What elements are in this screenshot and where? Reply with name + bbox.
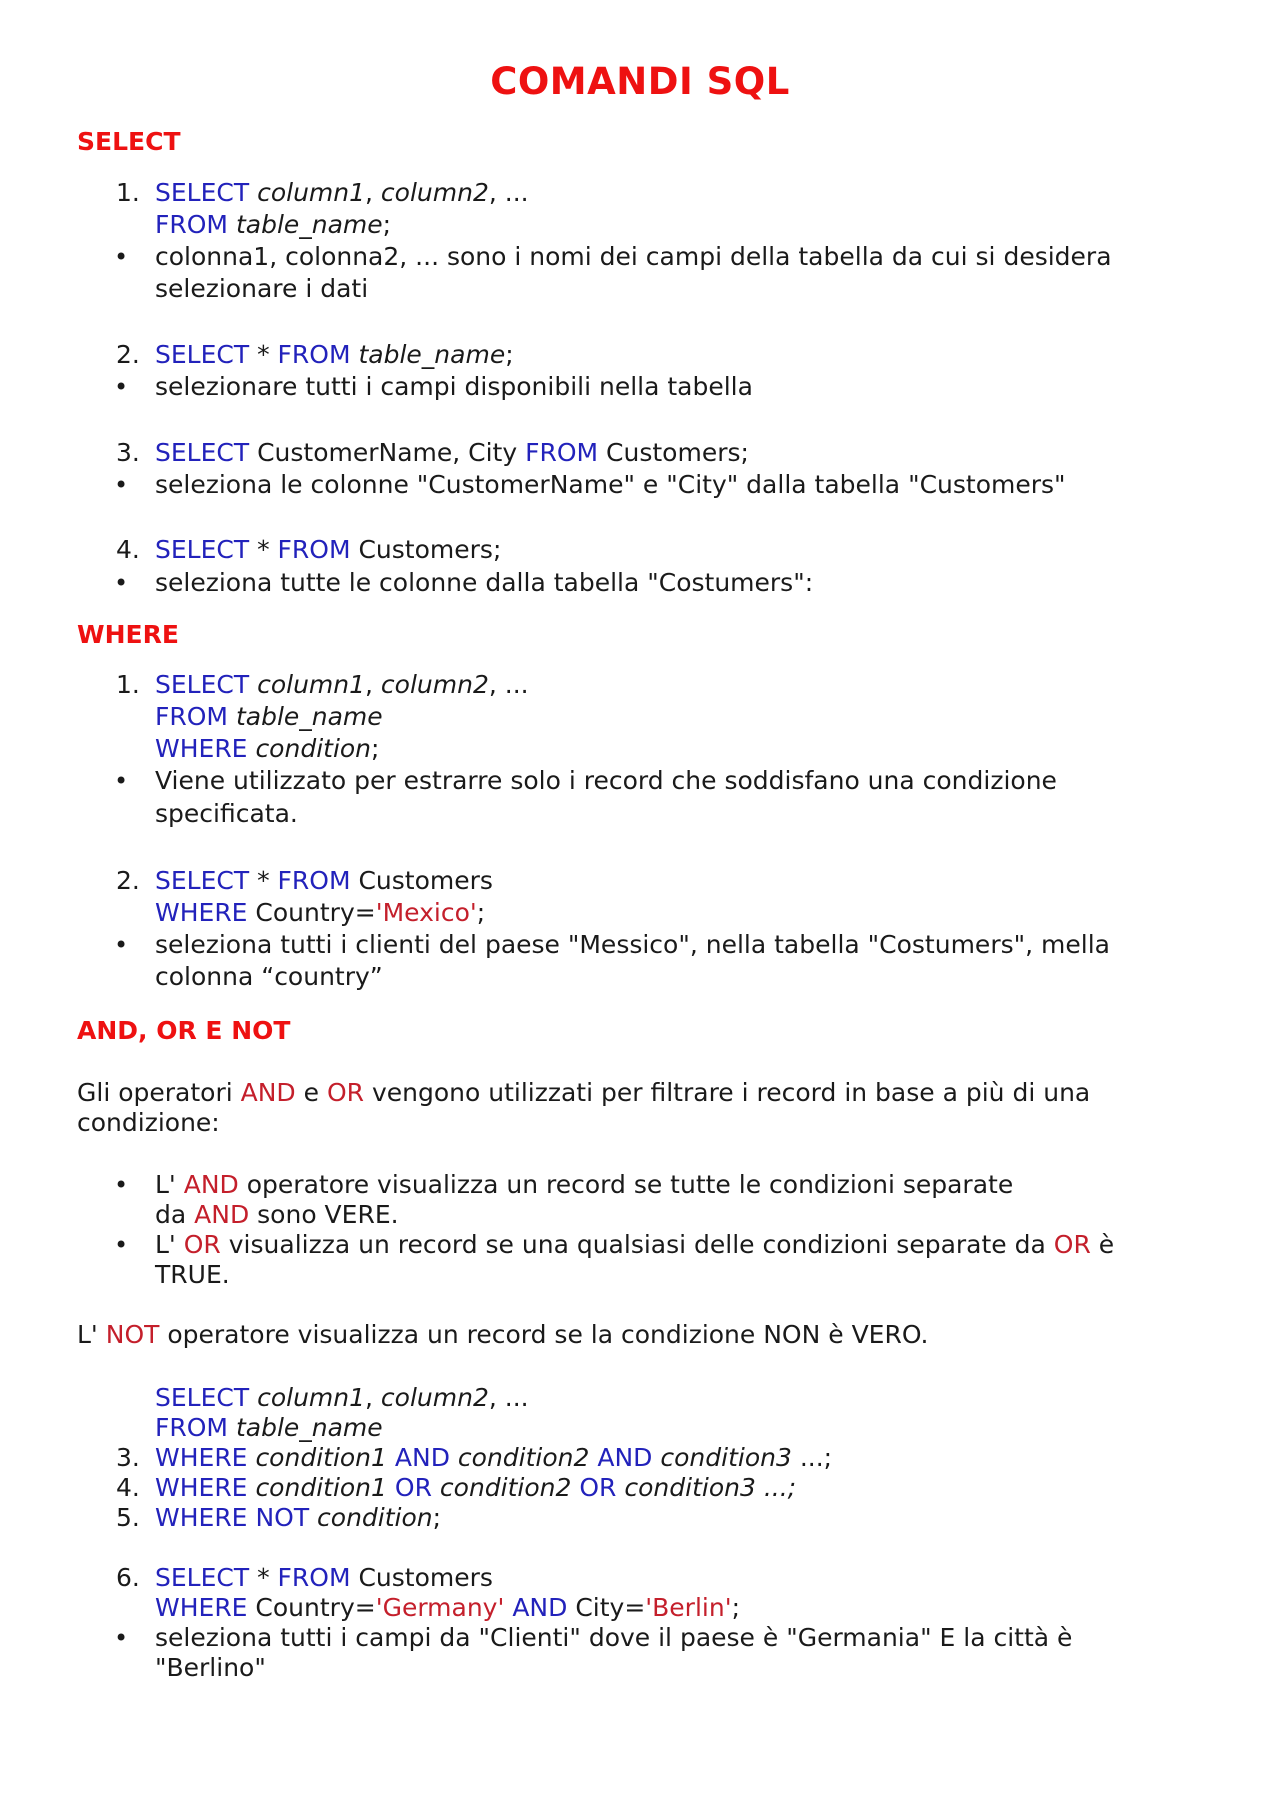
bullet-text: colonna “country”	[155, 962, 383, 991]
bullet-icon: •	[114, 243, 129, 271]
code-line: WHERE Country='Mexico';	[155, 898, 486, 927]
bullet-text: "Berlino"	[155, 1653, 266, 1682]
code-line: SELECT column1, column2, ...	[155, 178, 529, 207]
bullet-icon: •	[114, 767, 129, 795]
list-number: 1.	[116, 670, 140, 699]
section-heading-andornot: AND, OR E NOT	[77, 1016, 291, 1045]
list-number: 2.	[116, 340, 140, 369]
code-line: WHERE condition;	[155, 734, 380, 763]
code-line: FROM table_name;	[155, 210, 392, 239]
list-number: 1.	[116, 178, 140, 207]
code-line: FROM table_name	[155, 1413, 383, 1442]
bullet-icon: •	[114, 1171, 129, 1199]
bullet-text: L' OR visualizza un record se una qualsiasi delle condizioni separate da OR è	[155, 1230, 1115, 1259]
list-number: 6.	[116, 1563, 140, 1592]
code-line: SELECT * FROM Customers;	[155, 535, 502, 564]
code-line: FROM table_name	[155, 702, 383, 731]
list-number: 5.	[116, 1503, 140, 1532]
bullet-text: TRUE.	[155, 1260, 230, 1289]
bullet-text: selezionare i dati	[155, 274, 369, 303]
bullet-text: seleziona tutti i campi da "Clienti" dove il paese è "Germania" E la città è	[155, 1623, 1073, 1652]
code-line: SELECT CustomerName, City FROM Customers;	[155, 438, 749, 467]
section-heading-select: SELECT	[77, 127, 181, 156]
bullet-icon: •	[114, 373, 129, 401]
bullet-icon: •	[114, 931, 129, 959]
bullet-text: selezionare tutti i campi disponibili nella tabella	[155, 372, 753, 401]
list-number: 3.	[116, 1443, 140, 1472]
bullet-text: seleziona le colonne "CustomerName" e "City" dalla tabella "Customers"	[155, 470, 1066, 499]
code-line: WHERE Country='Germany' AND City='Berlin';	[155, 1593, 741, 1622]
code-line: SELECT column1, column2, ...	[155, 670, 529, 699]
bullet-icon: •	[114, 1231, 129, 1259]
bullet-icon: •	[114, 1624, 129, 1652]
bullet-text: specificata.	[155, 799, 298, 828]
bullet-icon: •	[114, 569, 129, 597]
code-line: SELECT * FROM Customers	[155, 1563, 493, 1592]
bullet-text: Viene utilizzato per estrarre solo i record che soddisfano una condizione	[155, 766, 1057, 795]
code-line: SELECT * FROM table_name;	[155, 340, 514, 369]
intro-text: Gli operatori AND e OR vengono utilizzati per filtrare i record in base a più di una	[77, 1078, 1091, 1107]
list-number: 4.	[116, 1473, 140, 1502]
code-line: WHERE NOT condition;	[155, 1503, 442, 1532]
list-number: 2.	[116, 866, 140, 895]
code-line: WHERE condition1 AND condition2 AND condition3 ...;	[155, 1443, 833, 1472]
not-text: L' NOT operatore visualizza un record se la condizione NON è VERO.	[77, 1320, 929, 1349]
page-title: COMANDI SQL	[490, 60, 790, 103]
bullet-icon: •	[114, 471, 129, 499]
code-line: WHERE condition1 OR condition2 OR condition3 ...;	[155, 1473, 797, 1502]
bullet-text: da AND sono VERE.	[155, 1200, 399, 1229]
list-number: 3.	[116, 438, 140, 467]
list-number: 4.	[116, 535, 140, 564]
bullet-text: colonna1, colonna2, ... sono i nomi dei campi della tabella da cui si desidera	[155, 242, 1112, 271]
bullet-text: seleziona tutte le colonne dalla tabella "Costumers":	[155, 568, 814, 597]
bullet-text: L' AND operatore visualizza un record se tutte le condizioni separate	[155, 1170, 1014, 1199]
section-heading-where: WHERE	[77, 620, 179, 649]
code-line: SELECT * FROM Customers	[155, 866, 493, 895]
bullet-text: seleziona tutti i clienti del paese "Messico", nella tabella "Costumers", mella	[155, 930, 1110, 959]
intro-text: condizione:	[77, 1108, 220, 1137]
code-line: SELECT column1, column2, ...	[155, 1383, 529, 1412]
